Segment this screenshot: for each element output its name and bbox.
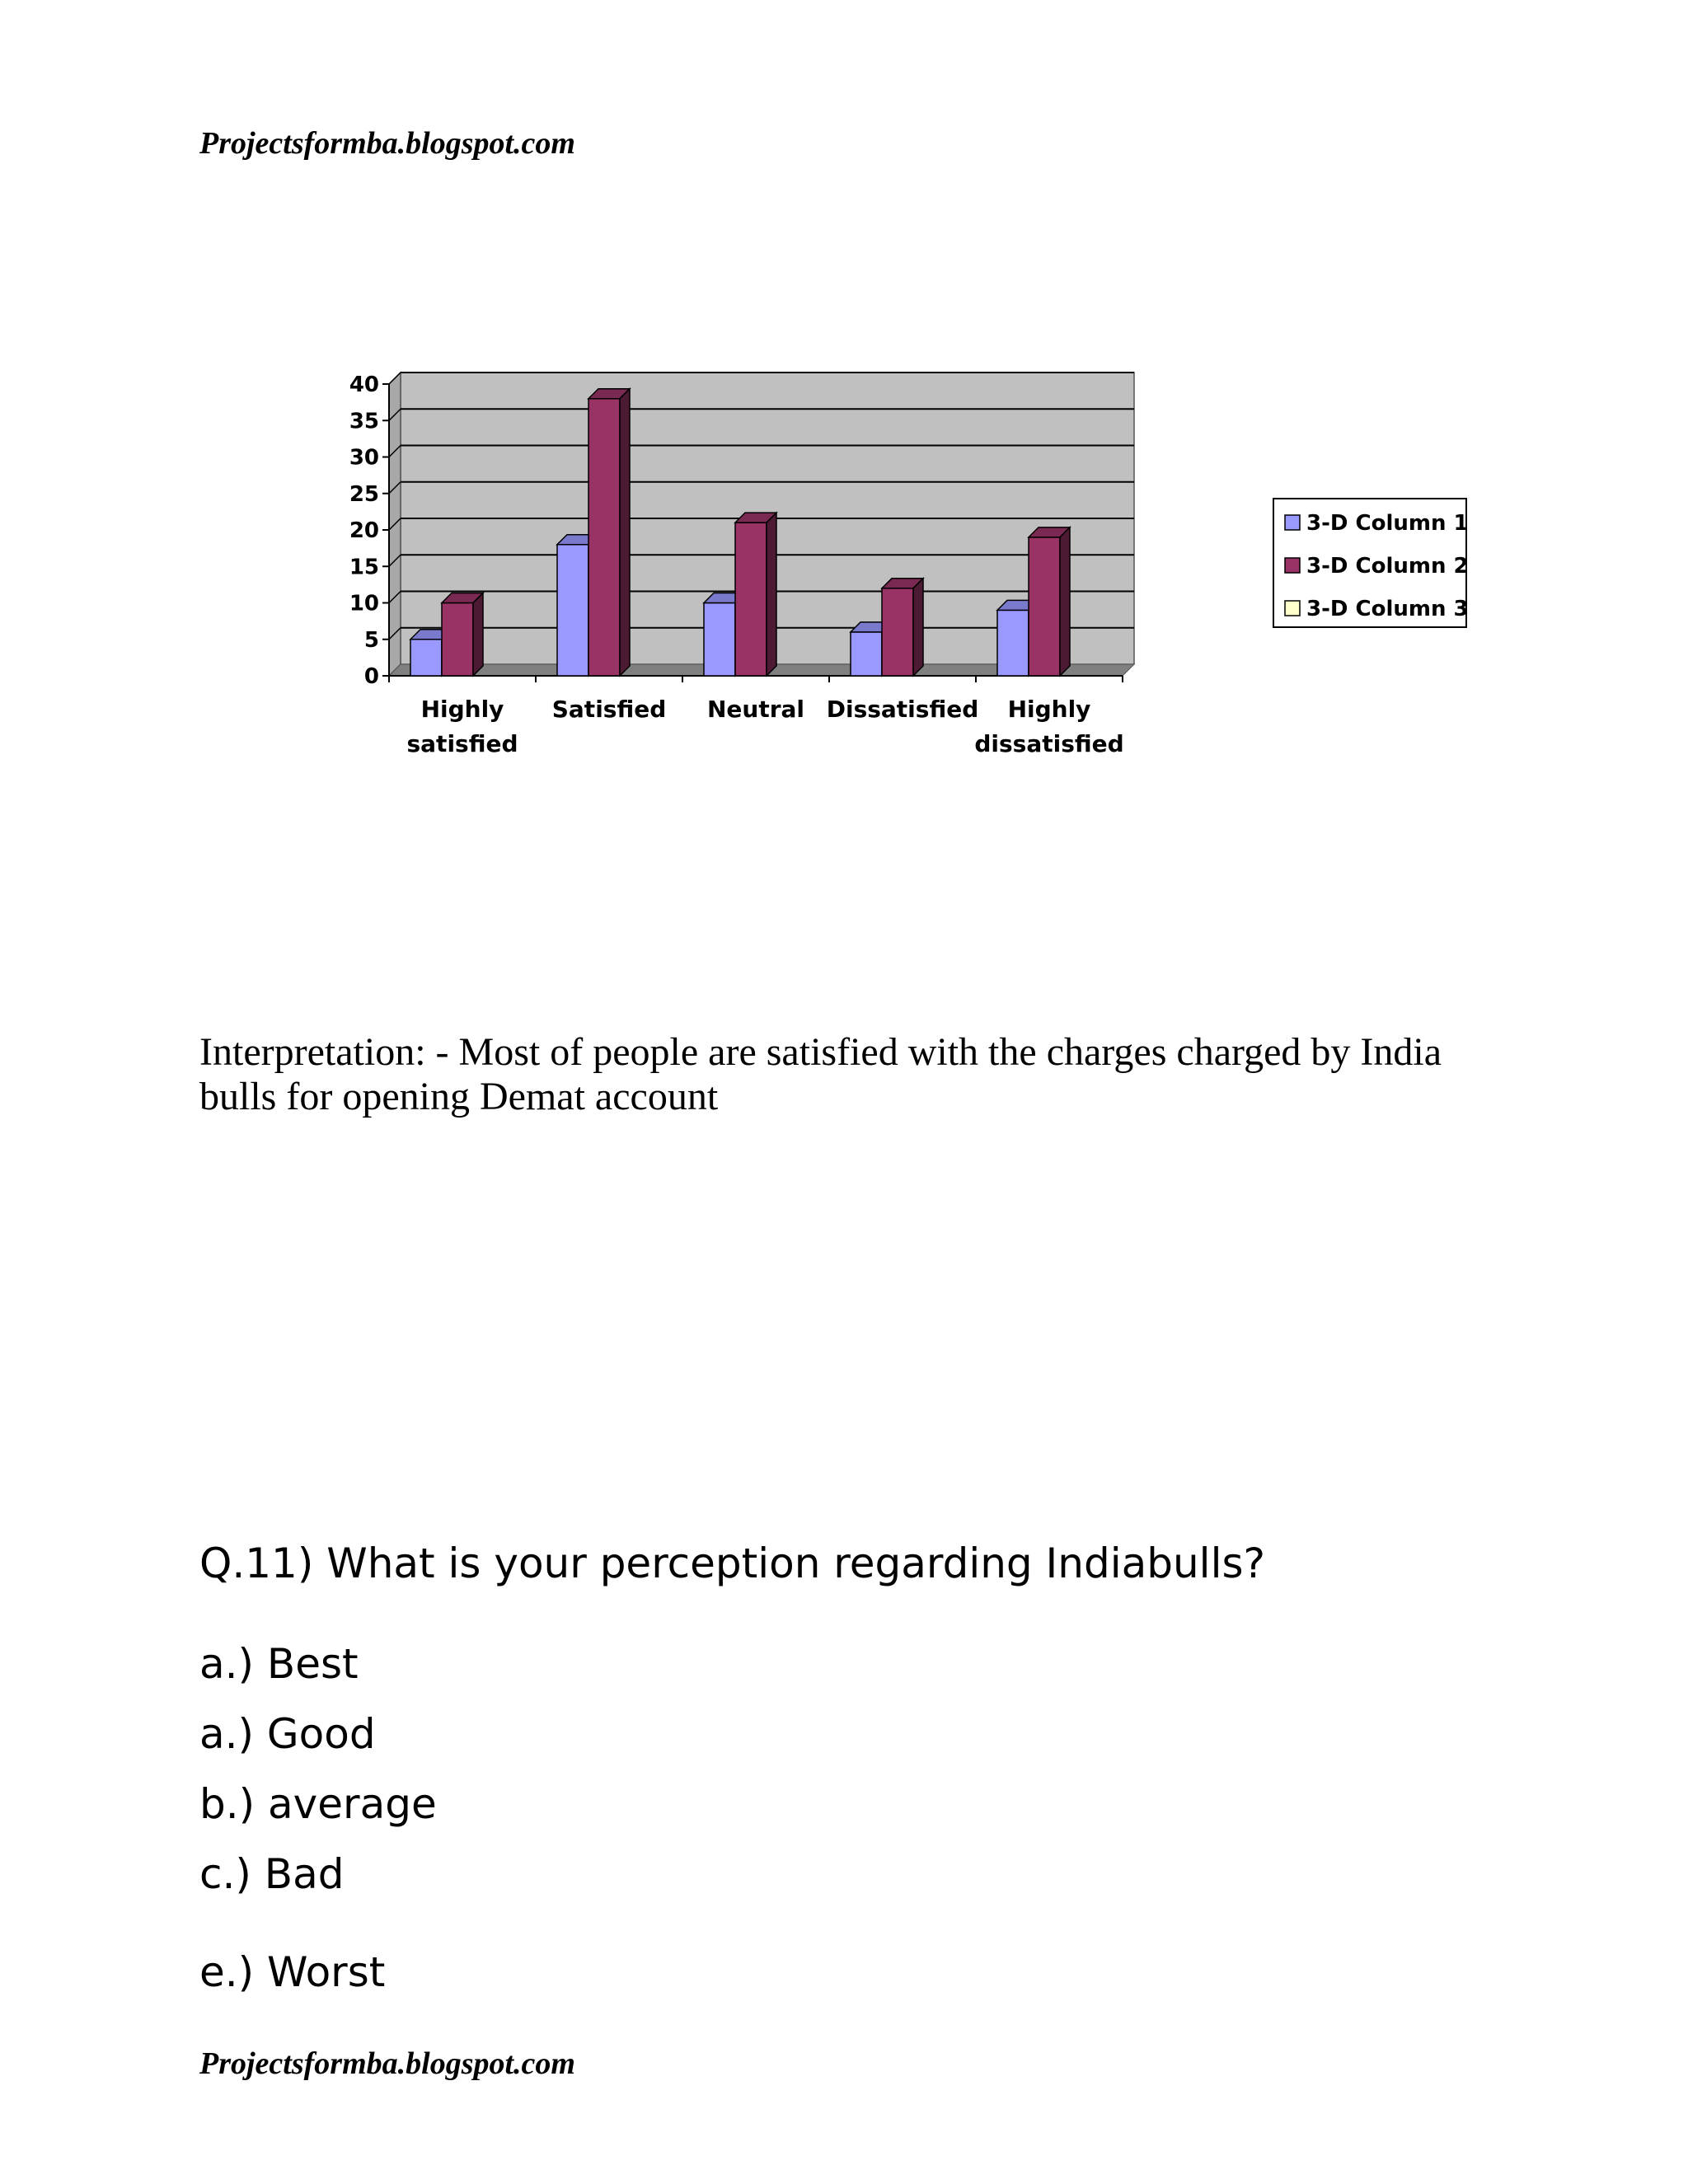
legend-label: 3-D Column 2 <box>1306 554 1469 579</box>
bar-side <box>1060 527 1070 676</box>
option-average: b.) average <box>199 1780 437 1828</box>
bar-front <box>410 640 442 676</box>
y-tick-label: 35 <box>349 409 379 434</box>
bar-side <box>913 579 923 676</box>
bar-front <box>997 610 1029 676</box>
x-category-label: Satisfied <box>551 696 667 723</box>
y-tick-label: 30 <box>349 445 379 471</box>
legend-label: 3-D Column 1 <box>1306 511 1469 536</box>
bar-side <box>473 593 483 677</box>
x-category-label: Highly <box>420 696 504 723</box>
legend-label: 3-D Column 3 <box>1306 597 1469 621</box>
x-category-label: Neutral <box>706 696 805 723</box>
bar-front <box>588 399 620 676</box>
option-best: a.) Best <box>199 1640 359 1688</box>
x-category-label: Dissatisfied <box>826 696 979 723</box>
bar-front <box>882 588 913 676</box>
bar-front <box>704 603 735 677</box>
bar-chart <box>330 363 1484 791</box>
bar-front <box>557 545 588 676</box>
legend-swatch <box>1285 515 1300 530</box>
option-worst: e.) Worst <box>199 1948 386 1996</box>
bar-side <box>620 389 630 676</box>
x-category-label: satisfied <box>406 730 518 757</box>
y-tick-label: 20 <box>349 518 379 543</box>
option-good: a.) Good <box>199 1710 376 1758</box>
bar-side <box>767 513 776 676</box>
site-header: Projectsformba.blogspot.com <box>199 126 575 161</box>
y-tick-label: 15 <box>349 555 379 580</box>
legend-swatch <box>1285 558 1300 573</box>
y-tick-label: 25 <box>349 481 379 507</box>
bar-front <box>1029 537 1060 676</box>
x-category-label: dissatisfied <box>974 730 1124 757</box>
bar-front <box>442 603 473 677</box>
site-footer: Projectsformba.blogspot.com <box>199 2046 575 2081</box>
question-title: Q.11) What is your perception regarding Indiabulls? <box>199 1540 1266 1587</box>
y-tick-label: 5 <box>363 627 379 653</box>
bar-front <box>851 632 882 676</box>
bar-front <box>735 523 767 676</box>
option-bad: c.) Bad <box>199 1850 345 1898</box>
x-category-label: Highly <box>1007 696 1091 723</box>
interpretation-text: Interpretation: - Most of people are satisfied with the charges charged by India bulls for opening Demat account <box>199 1030 1442 1118</box>
y-tick-label: 0 <box>363 664 379 689</box>
y-tick-label: 10 <box>349 591 379 616</box>
y-tick-label: 40 <box>349 373 379 397</box>
legend-swatch <box>1285 601 1300 616</box>
